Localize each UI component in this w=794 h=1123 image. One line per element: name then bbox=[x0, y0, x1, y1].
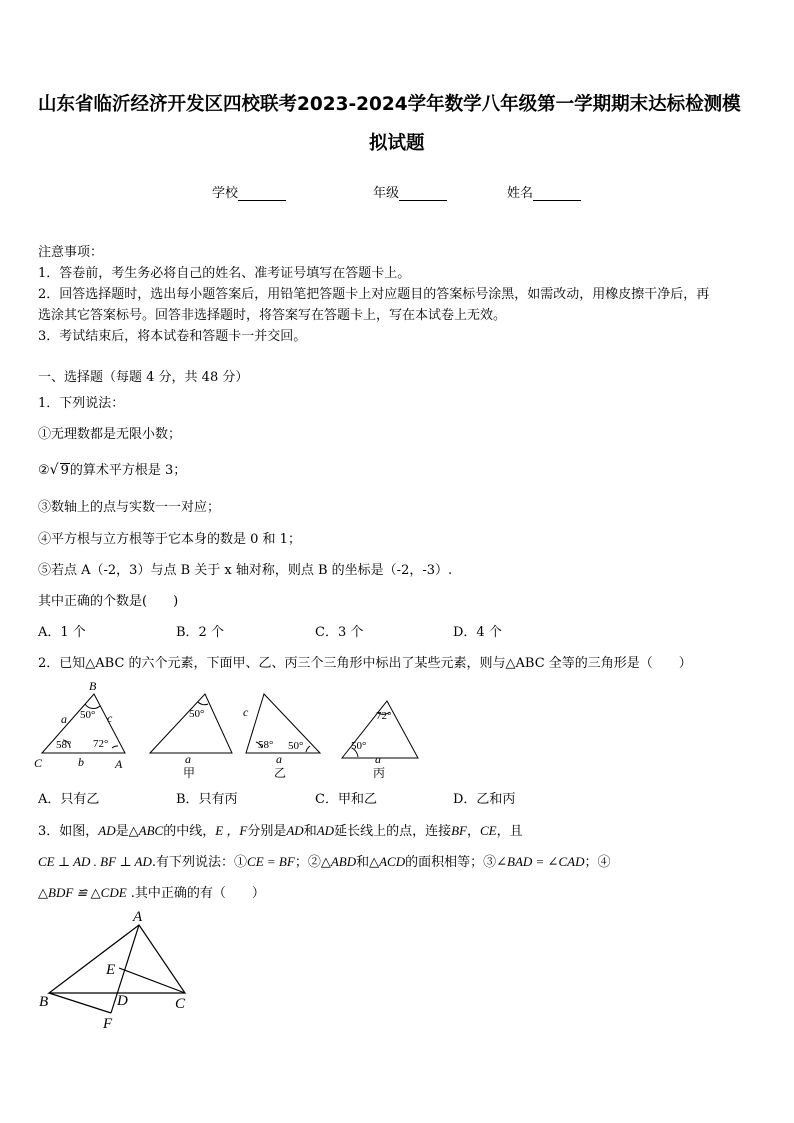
q1-statement-2: ②√ 9的算术平方根是 3； bbox=[38, 462, 187, 478]
q2-option-d: D．乙和丙 bbox=[453, 792, 516, 807]
triangle-jia bbox=[150, 694, 232, 753]
point-E: E bbox=[106, 962, 116, 978]
abc-angle-72: 72° bbox=[93, 738, 109, 750]
sqrt-radicand: 9 bbox=[60, 463, 69, 478]
q3-line-2: CE ⊥ AD . BF ⊥ AD.有下列说法：①CE = BF；②△ABD和△ACD的面积相等；③∠BAD = ∠CAD；④ bbox=[38, 854, 611, 870]
point-D: D bbox=[117, 993, 128, 1009]
yi-angle-50: 50° bbox=[288, 740, 304, 752]
segment-ce bbox=[119, 968, 185, 993]
q3-line-3: △BDF ≌ △CDE .其中正确的有（ ） bbox=[38, 885, 265, 901]
jia-label-a: a bbox=[185, 752, 191, 766]
label-bing: 丙 bbox=[373, 766, 386, 780]
section-heading: 一、选择题（每题 4 分，共 48 分） bbox=[38, 370, 249, 385]
q1-s2-text: 的算术平方根是 3； bbox=[69, 463, 187, 478]
yi-label-a: a bbox=[276, 752, 282, 766]
abc-angle-50: 50° bbox=[80, 709, 96, 721]
q2-option-b: B．只有丙 bbox=[176, 792, 238, 807]
bing-angle-72: 72° bbox=[376, 710, 392, 722]
q1-question: 其中正确的个数是( ) bbox=[38, 594, 179, 609]
label-jia: 甲 bbox=[183, 766, 196, 780]
q1-statement-5: ⑤若点 A（-2，3）与点 B 关于 x 轴对称，则点 B 的坐标是（-2，-3）. bbox=[38, 563, 453, 578]
jia-label-c: c bbox=[243, 705, 249, 719]
triangle-abc bbox=[42, 694, 125, 753]
label-yi: 乙 bbox=[274, 766, 287, 780]
label-C: C bbox=[34, 756, 43, 770]
q2-option-c: C．甲和乙 bbox=[315, 792, 377, 807]
grade-blank bbox=[399, 187, 447, 201]
segment-bf bbox=[49, 993, 111, 1013]
point-A: A bbox=[133, 909, 143, 925]
bing-label-a: a bbox=[375, 752, 381, 766]
q2-option-a: A．只有乙 bbox=[38, 792, 100, 807]
note-3: 3．考试结束后，将本试卷和答题卡一并交回。 bbox=[38, 329, 307, 344]
jia-angle-50: 50° bbox=[189, 708, 205, 720]
name-blank bbox=[533, 187, 581, 201]
triangle-abc-outline bbox=[49, 925, 185, 993]
bing-angle-50: 50° bbox=[351, 740, 367, 752]
school-field bbox=[212, 182, 286, 201]
title-line-1: 山东省临沂经济开发区四校联考2023-2024学年数学八年级第一学期期末达标检测模 bbox=[38, 94, 741, 115]
grade-label: 年级 bbox=[373, 186, 400, 201]
yi-angle-58: 58° bbox=[258, 739, 274, 751]
label-B: B bbox=[89, 679, 97, 693]
title-line-2: 拟试题 bbox=[369, 133, 425, 154]
q1-statement-1: ①无理数都是无限小数； bbox=[38, 427, 182, 442]
label-b: b bbox=[78, 755, 84, 769]
q1-statement-4: ④平方根与立方根等于它本身的数是 0 和 1； bbox=[38, 532, 301, 547]
q3-line-1: 3．如图，AD是△ABC的中线，E ，F分别是AD和AD延长线上的点，连接BF，CE，且 bbox=[38, 823, 523, 839]
school-label: 学校 bbox=[212, 186, 239, 201]
q3-figure bbox=[35, 905, 205, 1035]
q1-option-b: B．2 个 bbox=[176, 625, 224, 640]
name-label: 姓名 bbox=[507, 186, 534, 201]
q1-statement-3: ③数轴上的点与实数一一对应； bbox=[38, 500, 221, 515]
q1-option-d: D．4 个 bbox=[453, 625, 502, 640]
point-F: F bbox=[103, 1016, 113, 1032]
q1-stem: 1．下列说法： bbox=[38, 396, 125, 411]
note-2b: 选涂其它答案标号。回答非选择题时，将答案写在答题卡上，写在本试卷上无效。 bbox=[38, 308, 507, 323]
label-c: c bbox=[107, 711, 113, 725]
note-1: 1．答卷前，考生务必将自己的姓名、准考证号填写在答题卡上。 bbox=[38, 266, 411, 281]
point-C: C bbox=[175, 996, 186, 1012]
notes-heading: 注意事项： bbox=[38, 245, 104, 260]
q2-triangles-figure bbox=[30, 676, 450, 786]
grade-field bbox=[373, 182, 447, 201]
label-a: a bbox=[61, 712, 67, 726]
q1-option-c: C．3 个 bbox=[315, 625, 364, 640]
label-A: A bbox=[115, 757, 123, 771]
school-blank bbox=[238, 187, 286, 201]
note-2a: 2．回答选择题时，选出每小题答案后，用铅笔把答题卡上对应题目的答案标号涂黑，如需改动，用橡皮擦干净后，再 bbox=[38, 287, 710, 302]
name-field bbox=[507, 182, 581, 201]
q1-option-a: A．1 个 bbox=[38, 625, 86, 640]
q1-s2-prefix: ② bbox=[38, 463, 50, 478]
q2-stem: 2．已知△ABC 的六个元素，下面甲、乙、丙三个三角形中标出了某些元素，则与△ABC 全等的三角形是（ ） bbox=[38, 656, 692, 671]
abc-angle-58: 58° bbox=[56, 739, 72, 751]
point-B: B bbox=[39, 994, 49, 1010]
